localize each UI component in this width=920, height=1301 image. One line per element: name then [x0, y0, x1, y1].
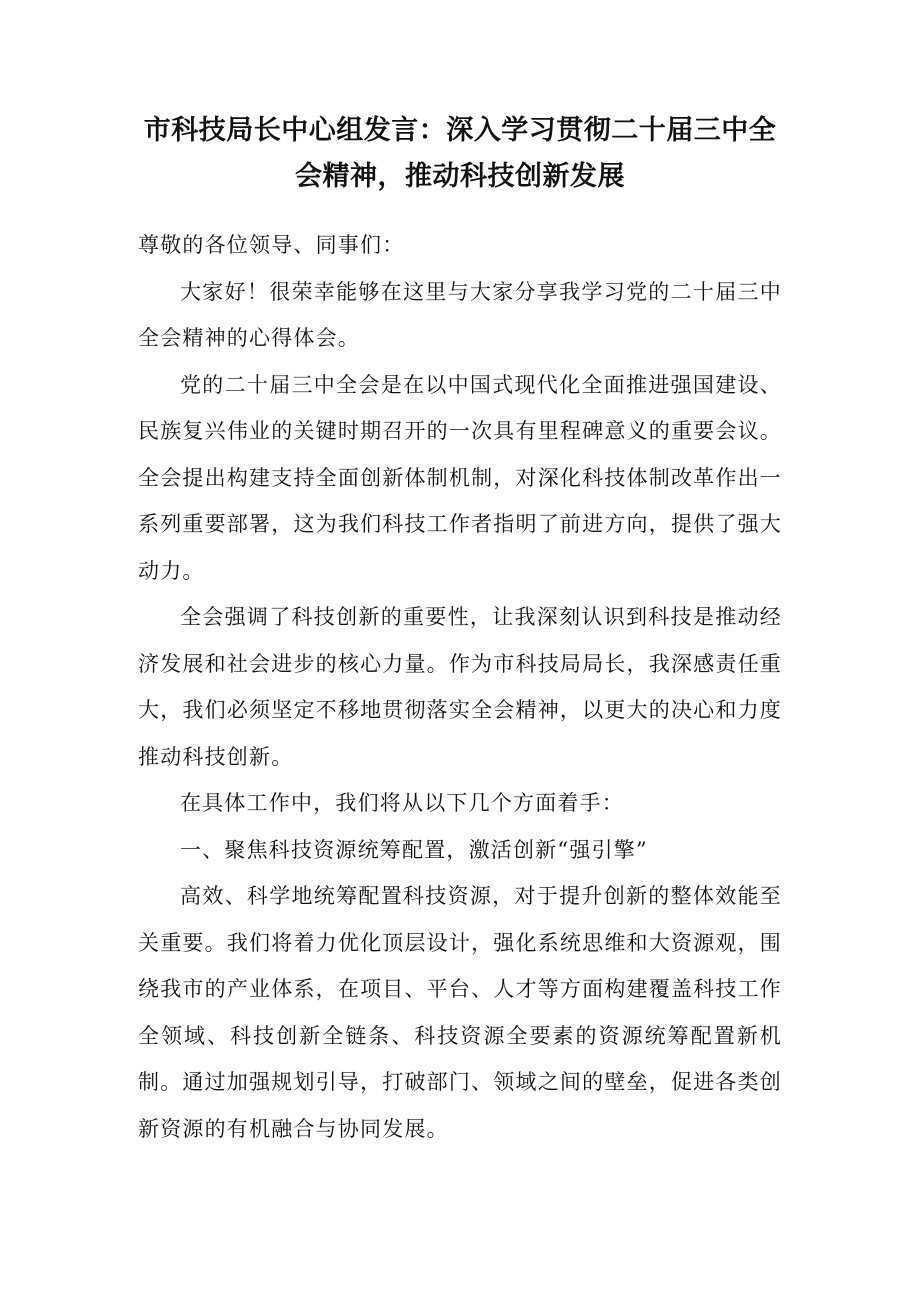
paragraph-greeting: 大家好！很荣幸能够在这里与大家分享我学习党的二十届三中全会精神的心得体会。 [138, 279, 782, 350]
paragraph-resource-allocation: 高效、科学地统筹配置科技资源，对于提升创新的整体效能至关重要。我们将着力优化顶层设计，强化系统思维和大资源观，围绕我市的产业体系，在项目、平台、人才等方面构建覆盖科技工作全领域、科技创新全链条、科技资源全要素的资源统筹配置新机制。通过加强规划引导，打破部门、领域之间的壁垒，促进各类创新资源的有机融合与协同发展。 [138, 884, 782, 1141]
document-title [138, 108, 782, 200]
salutation: 尊敬的各位领导、同事们： [138, 233, 405, 257]
paragraph-work-intro: 在具体工作中，我们将从以下几个方面着手： [180, 791, 624, 815]
paragraph-innovation-importance: 全会强调了科技创新的重要性，让我深刻认识到科技是推动经济发展和社会进步的核心力量。作为市科技局局长，我深感责任重大，我们必须坚定不移地贯彻落实全会精神，以更大的决心和力度推动科技创新。 [138, 605, 782, 769]
title-line-2: 会精神，推动科技创新发展 [295, 161, 625, 192]
document-body [138, 222, 782, 1152]
title-line-1: 市科技局长中心组发言：深入学习贯彻二十届三中全 [143, 115, 777, 146]
paragraph-plenum-significance: 党的二十届三中全会是在以中国式现代化全面推进强国建设、民族复兴伟业的关键时期召开的一次具有里程碑意义的重要会议。全会提出构建支持全面创新体制机制，对深化科技体制改革作出一系列重要部署，这为我们科技工作者指明了前进方向，提供了强大动力。 [138, 372, 782, 583]
section-heading-1: 一、聚焦科技资源统筹配置，激活创新“强引擎” [180, 837, 648, 862]
